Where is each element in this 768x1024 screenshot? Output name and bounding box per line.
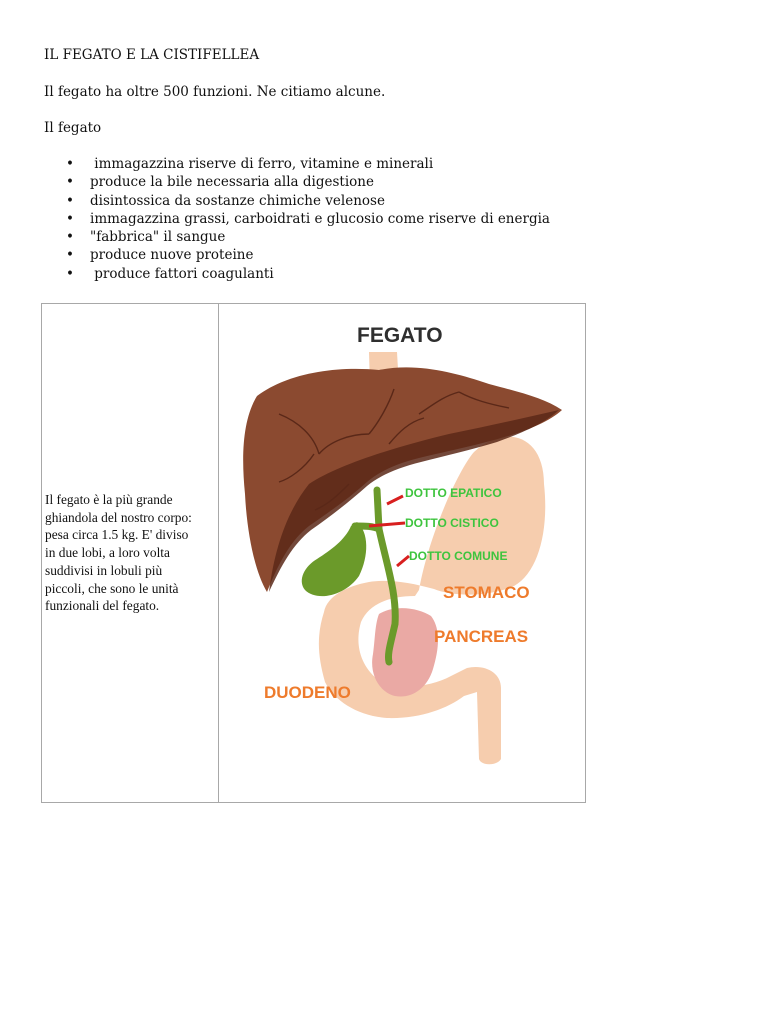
lead-paragraph: Il fegato <box>44 120 102 136</box>
bullet-icon: • <box>66 265 74 282</box>
figure-cell <box>219 304 586 803</box>
bullet-icon: • <box>66 174 74 191</box>
hepatic-duct <box>377 490 379 529</box>
bullet-icon: • <box>66 192 74 209</box>
list-item <box>44 210 550 228</box>
list-item-text: produce fattori coagulanti <box>90 265 274 282</box>
label-dotto-comune: DOTTO COMUNE <box>409 549 508 563</box>
function-list <box>44 155 550 283</box>
list-item <box>44 173 550 191</box>
liver-anatomy-figure <box>219 304 583 802</box>
list-item-text: "fabbrica" il sangue <box>90 229 226 246</box>
pointer-dotto-epatico <box>387 496 403 504</box>
bullet-icon: • <box>66 247 74 264</box>
label-dotto-epatico: DOTTO EPATICO <box>405 486 502 500</box>
list-item-text: disintossica da sostanze chimiche velenose <box>90 192 385 209</box>
table-row <box>42 304 586 803</box>
document-title: IL FEGATO E LA CISTIFELLEA <box>44 47 260 63</box>
list-item-text: immagazzina riserve di ferro, vitamine e minerali <box>90 156 434 172</box>
list-item-text: produce la bile necessaria alla digestione <box>90 174 374 191</box>
list-item-text: produce nuove proteine <box>90 247 254 264</box>
label-pancreas: PANCREAS <box>434 627 529 646</box>
description-cell <box>42 304 219 803</box>
list-item <box>44 155 550 173</box>
label-stomaco: STOMACO <box>443 583 530 602</box>
pancreas-shape <box>372 608 438 696</box>
info-table <box>41 303 586 803</box>
figure-title: FEGATO <box>357 324 443 347</box>
pointer-dotto-cistico <box>369 523 405 526</box>
bullet-icon: • <box>66 229 74 246</box>
label-dotto-cistico: DOTTO CISTICO <box>405 516 499 530</box>
bullet-icon: • <box>66 210 74 227</box>
list-item <box>44 265 550 283</box>
list-item-text: immagazzina grassi, carboidrati e glucosio come riserve di energia <box>90 210 550 227</box>
pointer-dotto-comune <box>397 556 409 566</box>
list-item <box>44 228 550 246</box>
list-item <box>44 192 550 210</box>
description-text: Il fegato è la più grande ghiandola del nostro corpo: pesa circa 1.5 kg. E' diviso in due lobi, a loro volta suddivisi in lobuli più piccoli, che sono le unità funzionali del fegato. <box>45 491 192 614</box>
intro-paragraph: Il fegato ha oltre 500 funzioni. Ne citiamo alcune. <box>44 84 386 100</box>
bullet-icon: • <box>66 156 74 172</box>
list-item <box>44 246 550 264</box>
label-duodeno: DUODENO <box>264 683 351 702</box>
